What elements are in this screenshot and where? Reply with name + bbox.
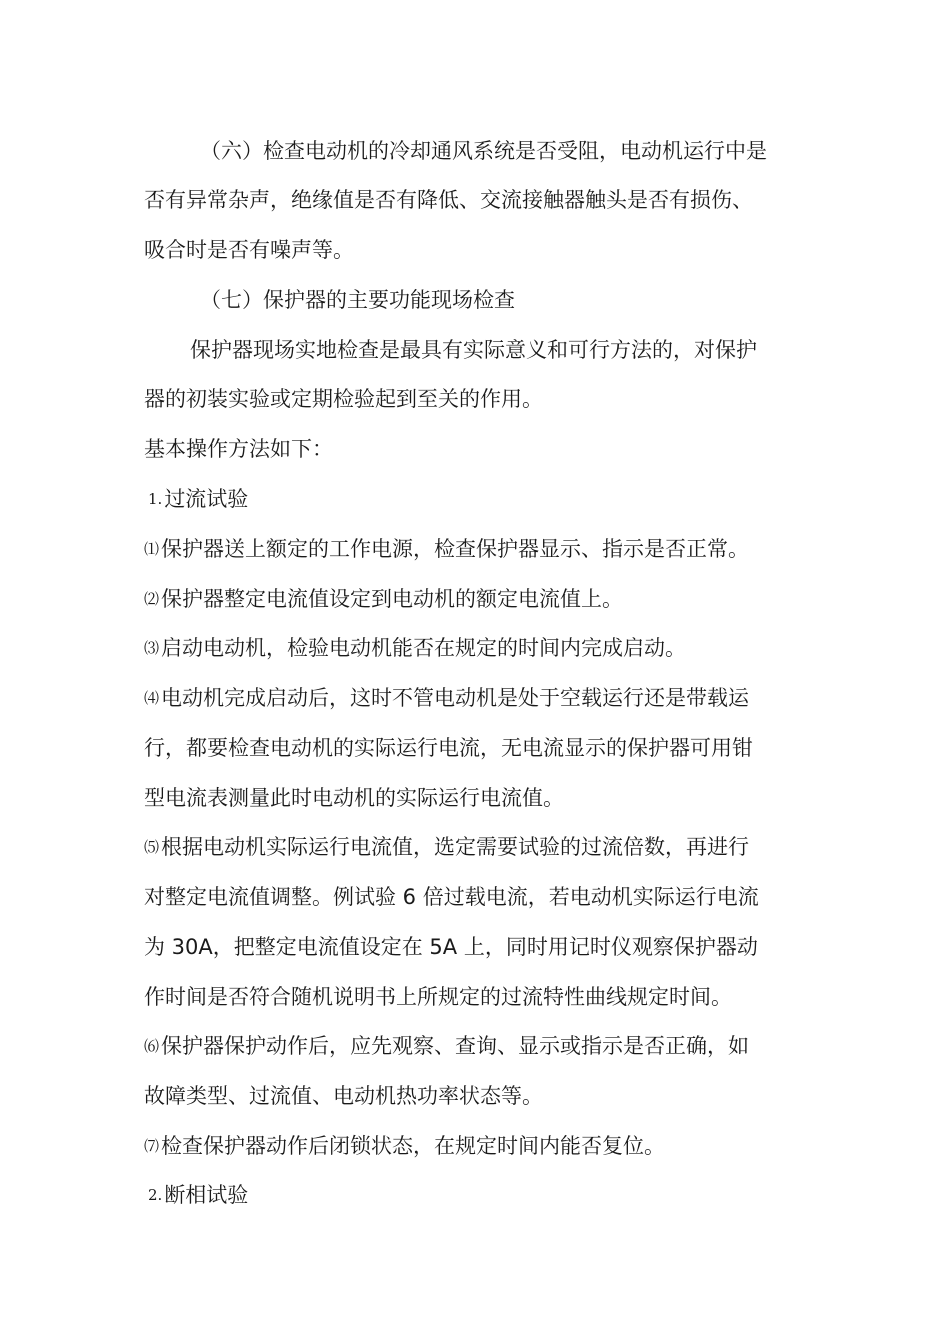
step-5-line-4: 作时间是否符合随机说明书上所规定的过流特性曲线规定时间。 (144, 985, 732, 1009)
subsection-1-title: 过流试验 (164, 487, 249, 511)
step-2-marker: ⑵ (144, 590, 160, 608)
section-6-line-2: 否有异常杂声，绝缘值是否有降低、交流接触器触头是否有损伤、 (144, 188, 753, 212)
section-7-intro-line-1: 保护器现场实地检查是最具有实际意义和可行方法的，对保护 (190, 338, 757, 362)
section-6-line-3: 吸合时是否有噪声等。 (144, 238, 354, 262)
step-5-line-2: 对整定电流值调整。例试验 6 倍过载电流，若电动机实际运行电流 (144, 885, 759, 909)
subsection-1-heading (148, 485, 818, 513)
step-2 (144, 585, 814, 613)
step-6-line-2: 故障类型、过流值、电动机热功率状态等。 (144, 1084, 543, 1108)
step-6-line-1 (144, 1032, 814, 1060)
step-7-marker: ⑺ (144, 1137, 160, 1155)
step-4-text-1: 电动机完成启动后，这时不管电动机是处于空载运行还是带载运 (161, 686, 750, 710)
section-6-line-1: （六）检查电动机的冷却通风系统是否受阻，电动机运行中是 (200, 139, 767, 163)
step-2-text: 保护器整定电流值设定到电动机的额定电流值上。 (161, 587, 624, 611)
step-5-marker: ⑸ (144, 838, 160, 856)
step-6-text-1: 保护器保护动作后，应先观察、查询、显示或指示是否正确，如 (161, 1034, 750, 1058)
step-1-text: 保护器送上额定的工作电源，检查保护器显示、指示是否正常。 (161, 537, 750, 561)
step-5-line-3: 为 30A，把整定电流值设定在 5A 上，同时用记时仪观察保护器动 (144, 935, 758, 959)
step-4-line-3: 型电流表测量此时电动机的实际运行电流值。 (144, 786, 564, 810)
step-1 (144, 535, 814, 563)
step-4-line-2: 行，都要检查电动机的实际运行电流，无电流显示的保护器可用钳 (144, 736, 753, 760)
step-7-text: 检查保护器动作后闭锁状态，在规定时间内能否复位。 (161, 1134, 666, 1158)
step-4-marker: ⑷ (144, 689, 160, 707)
step-3 (144, 634, 814, 662)
step-1-marker: ⑴ (144, 540, 160, 558)
subsection-2-heading (148, 1181, 818, 1209)
step-5-line-1 (144, 833, 814, 861)
step-5-text-1: 根据电动机实际运行电流值，选定需要试验的过流倍数，再进行 (161, 835, 750, 859)
step-3-marker: ⑶ (144, 639, 160, 657)
step-4-line-1 (144, 684, 814, 712)
step-6-marker: ⑹ (144, 1037, 160, 1055)
section-7-heading: （七）保护器的主要功能现场检查 (200, 288, 515, 312)
step-3-text: 启动电动机，检验电动机能否在规定的时间内完成启动。 (161, 636, 687, 660)
method-intro: 基本操作方法如下： (144, 437, 333, 461)
subsection-2-number: 2. (148, 1186, 163, 1204)
subsection-2-title: 断相试验 (164, 1183, 249, 1207)
step-7 (144, 1132, 814, 1160)
subsection-1-number: 1. (148, 490, 163, 508)
section-7-intro-line-2: 器的初装实验或定期检验起到至关的作用。 (144, 387, 543, 411)
